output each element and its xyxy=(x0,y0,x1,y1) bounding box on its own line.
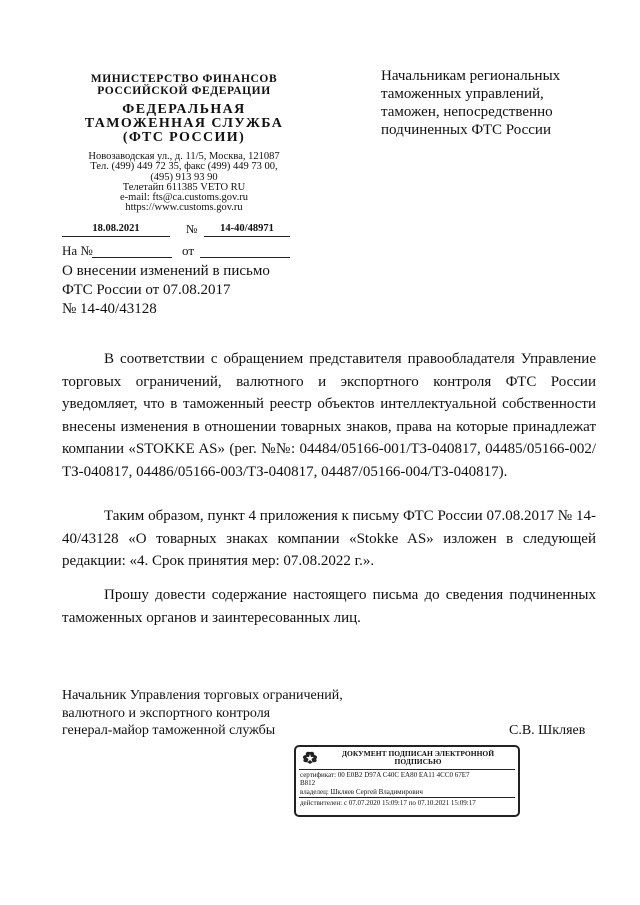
subject-line-1: О внесении изменений в письмо xyxy=(62,263,270,279)
body-paragraph-2: Таким образом, пункт 4 приложения к письму ФТС России 07.08.2017 № 14-40/43128 «О товарных знаках компании «Stokke AS» изложен в следующей редакции: «4. Срок принятия мер: 07.08.2022 г.». xyxy=(62,508,596,570)
letter-date: 18.08.2021 xyxy=(62,222,170,237)
stamp-divider xyxy=(299,769,515,770)
stamp-certificate-cont: B812 xyxy=(300,780,316,787)
stamp-validity: действителен: с 07.07.2020 15:09:17 по 07.10.2021 15:09:17 xyxy=(300,800,476,807)
reply-to-date-blank xyxy=(200,244,290,258)
addressee-line-4: подчиненных ФТС России xyxy=(381,122,551,138)
addressee-line-1: Начальникам региональных xyxy=(381,68,561,84)
addressee xyxy=(381,67,560,139)
stamp-header-line-1: ДОКУМЕНТ ПОДПИСАН ЭЛЕКТРОННОЙ xyxy=(341,749,495,758)
website-line: https://www.customs.gov.ru xyxy=(125,202,243,214)
email-line: e-mail: fts@ca.customs.gov.ru xyxy=(120,192,248,204)
signatory-title-line-1: Начальник Управления торговых ограничений, xyxy=(62,688,343,703)
signatory-title-line-2: валютного и экспортного контроля xyxy=(62,705,271,721)
number-sign: № xyxy=(186,222,198,236)
ministry-line-2: РОССИЙСКОЙ ФЕДЕРАЦИИ xyxy=(97,85,271,97)
electronic-signature-stamp xyxy=(294,745,520,817)
service-line-1: ФЕДЕРАЛЬНАЯ xyxy=(122,102,246,117)
reply-to-label: На № xyxy=(62,243,93,258)
phone-line: Тел. (499) 449 72 35, факс (499) 449 73 00, xyxy=(90,161,278,173)
stamp-divider-2 xyxy=(299,797,515,798)
contact-block xyxy=(52,152,316,214)
service-line-2: ТАМОЖЕННАЯ СЛУЖБА xyxy=(84,116,284,131)
addressee-line-3: таможен, непосредственно xyxy=(381,104,553,120)
stamp-header-line-2: ПОДПИСЬЮ xyxy=(394,757,442,766)
service-name xyxy=(52,103,316,145)
letter-number: 14-40/48971 xyxy=(204,222,290,237)
body-paragraph-3: Прошу довести содержание настоящего письма до сведения подчиненных таможенных органов и заинтересованных лиц. xyxy=(62,587,596,626)
subject-line-3: № 14-40/43128 xyxy=(62,301,157,317)
letter-subject xyxy=(62,262,270,319)
signatory-name: С.В. Шкляев xyxy=(509,723,586,738)
stamp-header xyxy=(322,750,514,766)
phone-line-2: (495) 913 93 90 xyxy=(150,171,218,183)
signatory-title-line-3: генерал-майор таможенной службы xyxy=(62,723,276,738)
signatory-title xyxy=(62,687,343,740)
service-line-3: (ФТС РОССИИ) xyxy=(122,130,246,145)
ministry-line-1: МИНИСТЕРСТВО ФИНАНСОВ xyxy=(90,73,278,85)
reply-to-number-blank xyxy=(92,244,172,258)
emblem-icon xyxy=(301,750,319,766)
reply-to-date-label: от xyxy=(182,243,195,258)
ministry-name xyxy=(52,73,316,97)
address-line: Новозаводская ул., д. 11/5, Москва, 121087 xyxy=(88,151,280,162)
stamp-owner: владелец: Шкляев Сергей Владимирович xyxy=(300,789,423,796)
stamp-certificate: сертификат: 00 E0B2 D97A C40C EA80 EA11 4CC0 67E7 xyxy=(300,772,470,779)
teletype-line: Телетайп 611385 VETO RU xyxy=(122,181,246,193)
subject-line-2: ФТС России от 07.08.2017 xyxy=(62,282,231,298)
addressee-line-2: таможенных управлений, xyxy=(381,86,544,102)
body-paragraph-1: В соответствии с обращением представителя правообладателя Управление торговых ограничений, валютного и экспортного контроля ФТС России уведомляет, что в таможенный реестр объектов интеллектуальной собственности внесены изменения в отношении товарных знаков, права на которые принадлежат компании «STOKKE AS» (рег. №№: 04484/05166-001/ТЗ-040817, 04485/05166-002/ТЗ-040817, 04486/05166-003/ТЗ-040817, 04487/05166-004/ТЗ-040817). xyxy=(62,351,596,480)
